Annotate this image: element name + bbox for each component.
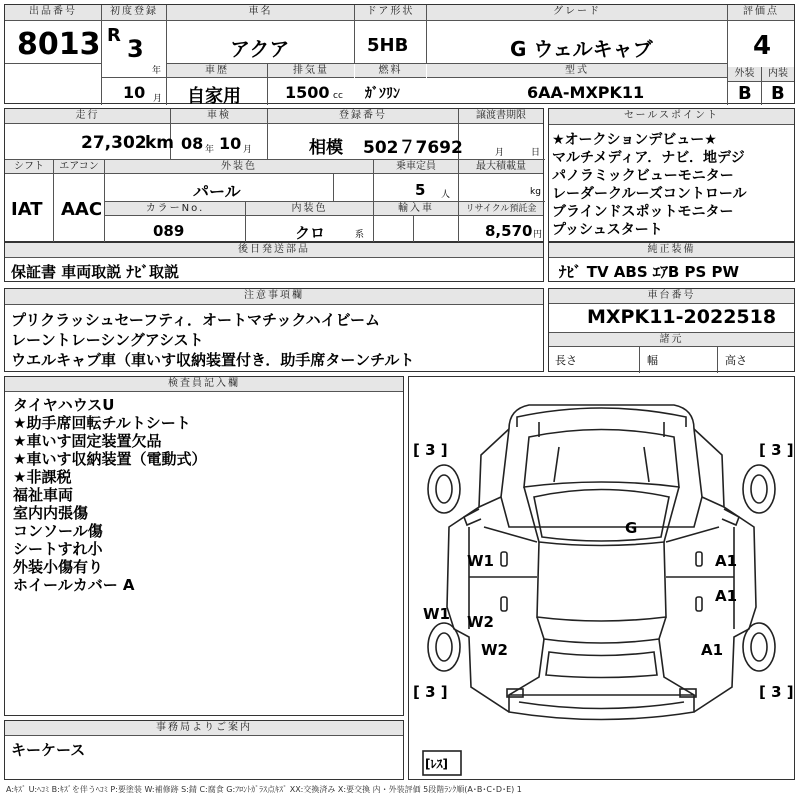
- model-value: 6AA-MXPK11: [527, 83, 645, 102]
- plate-number: 502７7692: [363, 138, 463, 158]
- disp-unit: cc: [333, 91, 343, 101]
- equipment-value: ﾅﾋﾞ TV ABS ｴｱB PS PW: [559, 263, 740, 281]
- fuel-label: 燃料: [355, 64, 426, 78]
- tire-rr-grade: [ 3 ]: [759, 683, 794, 701]
- disp-value: 1500: [285, 83, 330, 102]
- insp-year: 08: [181, 134, 204, 153]
- dims-length-label: 長さ: [555, 354, 577, 367]
- damage-mark: A1: [715, 552, 738, 570]
- sales-points-label: セールスポイント: [549, 109, 794, 125]
- inspection-label: 車検: [171, 109, 267, 124]
- disp-label: 排気量: [268, 64, 354, 78]
- shift-label: シフト: [5, 160, 53, 174]
- equipment: [548, 242, 795, 282]
- recycle-label: リサイクル預託金: [459, 202, 543, 216]
- inspector-line: ★車いす収納装置（電動式）: [13, 450, 207, 468]
- transfer-label: 譲渡書期限: [459, 109, 543, 124]
- score-label: 評価点: [728, 5, 794, 21]
- ext-grade: B: [738, 83, 752, 104]
- capacity-label: 乗車定員: [374, 160, 458, 174]
- import-label: 輸入車: [374, 202, 458, 216]
- first-reg-label: 初度登録: [102, 5, 166, 21]
- model-label: 型式: [427, 64, 727, 78]
- mileage-value: 27,302: [81, 133, 147, 153]
- chassis-label: 車台番号: [549, 289, 794, 304]
- tire-fr-grade: [ 3 ]: [759, 441, 794, 459]
- interior-label: 内装色: [246, 202, 373, 216]
- notes-line: ウエルキャブ車（車いす収納装置付き．助手席ターンチルト: [11, 351, 415, 369]
- chassis: [548, 288, 795, 372]
- int-grade: B: [771, 83, 785, 104]
- damage-mark: W1: [423, 605, 450, 623]
- notes-line: プリクラッシュセーフティ．オートマチックハイビーム: [11, 311, 381, 329]
- car-name: アクア: [230, 37, 290, 61]
- ac-value: AAC: [61, 199, 103, 220]
- sales-point-item: ブラインドスポットモニター: [552, 204, 734, 220]
- lot-number: 8013: [17, 27, 101, 62]
- capacity-unit: 人: [441, 190, 451, 200]
- reg-year: 3: [127, 35, 144, 63]
- mileage-label: 走行: [5, 109, 170, 124]
- office-value: キーケース: [11, 741, 86, 759]
- load-unit: kg: [530, 187, 541, 197]
- recycle-unit: 円: [533, 230, 543, 240]
- chassis-value: MXPK11-2022518: [587, 306, 777, 328]
- plate-region: 相模: [309, 138, 343, 158]
- tire-fl-grade: [ 3 ]: [413, 441, 448, 459]
- color-value: パール: [193, 182, 241, 201]
- car-name-label: 車名: [167, 5, 354, 21]
- damage-mark: A1: [715, 587, 738, 605]
- history-value: 自家用: [187, 86, 241, 107]
- capacity-value: 5: [415, 181, 426, 199]
- score-value: 4: [753, 31, 772, 61]
- notes-label: 注意事項欄: [5, 289, 543, 305]
- inspector-line: コンソール傷: [13, 522, 103, 540]
- car-outline-diagram: [409, 377, 794, 779]
- legend-text: A:ｷｽﾞ U:ﾍｺﾐ B:ｷｽﾞを伴うﾍｺﾐ P:要塗装 W:補修跡 S:錆 C:腐食 G:ﾌﾛﾝﾄｶﾞﾗｽ点ｷｽﾞ XX:交換済み X:要交換 内・外装評価 5段階ﾗﾝｸ順(A･B･C･D･E) 1: [6, 785, 522, 794]
- interior-value: クロ: [295, 224, 326, 242]
- reg-month: 10: [123, 83, 146, 102]
- later-parts-value: 保証書 車両取説 ﾅﾋﾞ取説: [11, 263, 179, 281]
- ext-label: 外装: [728, 67, 761, 82]
- later-parts: [4, 242, 544, 282]
- dims-height-label: 高さ: [725, 354, 747, 367]
- office-label: 事務局よりご案内: [5, 721, 403, 736]
- damage-diagram: [408, 376, 795, 780]
- insp-month-unit: 月: [243, 145, 253, 155]
- sales-point-item: ★オークションデビュー★: [552, 132, 717, 148]
- color-no-value: 089: [153, 222, 185, 240]
- int-label: 内装: [762, 67, 794, 82]
- transfer-month-unit: 月: [495, 148, 505, 158]
- spare-tire-status: [ﾚｽ]: [425, 757, 448, 771]
- dims-width-label: 幅: [647, 354, 658, 367]
- lot-label: 出品番号: [5, 5, 101, 21]
- insp-year-unit: 年: [205, 145, 215, 155]
- load-label: 最大積載量: [459, 160, 543, 174]
- era-letter: R: [107, 25, 121, 46]
- notes: [4, 288, 544, 372]
- sales-point-item: パノラミックビューモニター: [552, 168, 734, 184]
- color-label: 外装色: [105, 160, 373, 174]
- fuel-value: ｶﾞｿﾘﾝ: [365, 86, 400, 102]
- doors-value: 5HB: [367, 35, 409, 56]
- shift-value: IAT: [11, 199, 43, 220]
- mileage-unit: km: [145, 133, 175, 153]
- reg-year-unit: 年: [152, 66, 162, 76]
- recycle-value: 8,570: [485, 222, 533, 240]
- inspector-line: 外装小傷有り: [13, 558, 104, 576]
- insp-month: 10: [219, 134, 242, 153]
- inspector-line: ★助手席回転チルトシート: [13, 414, 191, 432]
- inspector-line: ホイールカバー A: [13, 576, 135, 594]
- inspector-line: ★非課税: [13, 468, 72, 486]
- sales-point-item: レーダークルーズコントロール: [552, 186, 747, 202]
- plate-label: 登録番号: [268, 109, 458, 124]
- notes-line: レーントレーシングアシスト: [11, 331, 204, 349]
- color-no-label: カラーNo.: [105, 202, 245, 216]
- inspector-line: 室内内張傷: [13, 504, 89, 522]
- ac-label: エアコン: [54, 160, 104, 174]
- inspector-line: 福祉車両: [13, 486, 74, 504]
- dims-label: 諸元: [549, 332, 794, 347]
- inspector-label: 検査員記入欄: [5, 377, 403, 392]
- grade-value: G ウェルキャブ: [510, 37, 653, 61]
- later-parts-label: 後日発送部品: [5, 243, 543, 258]
- equipment-label: 純正装備: [549, 243, 794, 258]
- damage-mark: W1: [467, 552, 494, 570]
- damage-mark: A1: [701, 641, 724, 659]
- transfer-day-unit: 日: [531, 148, 541, 158]
- inspector-line: ★車いす固定装置欠品: [13, 432, 162, 450]
- damage-mark: G: [625, 519, 638, 537]
- office-notice: [4, 720, 404, 780]
- doors-label: ドア形状: [355, 5, 426, 21]
- interior-unit: 系: [355, 230, 365, 240]
- header-block: [4, 4, 795, 107]
- reg-month-unit: 月: [153, 94, 163, 104]
- sales-points: [548, 108, 795, 242]
- tire-rl-grade: [ 3 ]: [413, 683, 448, 701]
- inspector-notes: [4, 376, 404, 716]
- sales-point-item: プッシュスタート: [552, 222, 663, 238]
- grade-label: グレード: [427, 5, 727, 21]
- history-label: 車歴: [167, 64, 267, 78]
- inspector-line: シートすれ小: [13, 540, 103, 558]
- sales-point-item: マルチメディア．ナビ．地デジ: [552, 150, 745, 166]
- inspector-line: タイヤハウスU: [13, 396, 115, 414]
- vehicle-details: [4, 108, 544, 242]
- damage-mark: W2: [481, 641, 508, 659]
- damage-mark: W2: [467, 613, 494, 631]
